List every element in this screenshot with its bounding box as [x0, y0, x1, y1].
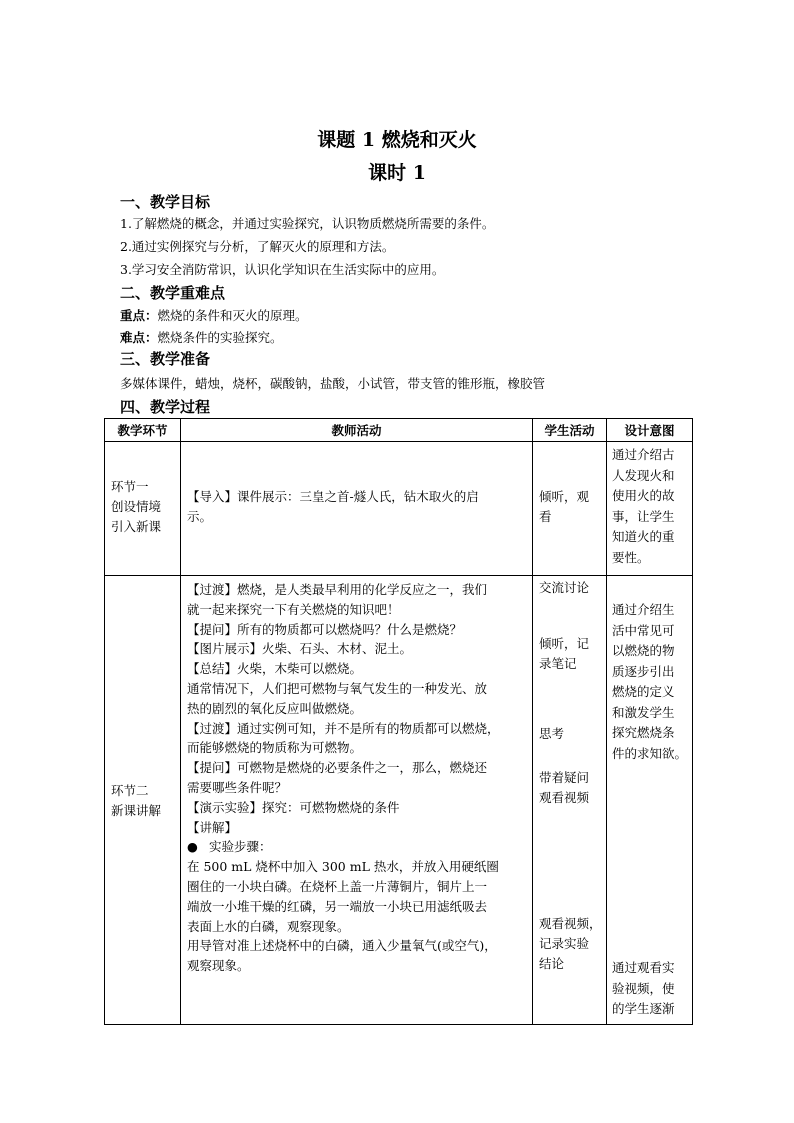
- difficulty-text: 燃烧条件的实验探究。: [157, 330, 283, 345]
- design-part1: [607, 600, 690, 764]
- stage-cell: [105, 576, 181, 1025]
- design-line: 要性。: [612, 549, 650, 565]
- stage-cell: [105, 442, 181, 576]
- teacher-line: 表面上水的白磷，观察现象。: [187, 918, 350, 934]
- teacher-line: 【图片展示】火柴、石头、木材、泥土。: [187, 641, 413, 657]
- design-line: 知道火的重: [612, 529, 675, 544]
- student-cell: [533, 576, 607, 1025]
- student-cell: [533, 442, 607, 576]
- stage-line: 创设情境: [111, 499, 162, 514]
- teacher-line: 【演示实验】探究：可燃物燃烧的条件: [187, 799, 400, 815]
- student-line: 带着疑问: [539, 770, 590, 785]
- student-think: 思考: [539, 726, 565, 741]
- teacher-line: 热的剧烈的氧化反应叫做燃烧。: [187, 700, 363, 716]
- design-line: 事，让学生: [612, 508, 675, 524]
- teacher-line: 【导入】课件展示：三皇之首-燧人氏，钻木取火的启: [187, 489, 479, 504]
- design-line: 通过观看实: [612, 960, 675, 975]
- teacher-line: 通常情况下，人们把可燃物与氧气发生的一种发光、放: [187, 680, 488, 696]
- design-line: 和激发学生: [612, 704, 675, 720]
- design-cell: [607, 442, 693, 576]
- design-line: 活中常见可: [612, 622, 675, 638]
- table-row: [105, 442, 693, 576]
- design-line: 验视频，使: [612, 980, 675, 996]
- teacher-line: 就一起来探究一下有关燃烧的知识吧！: [187, 601, 400, 617]
- process-table: [104, 418, 693, 1025]
- goal-item: 1.了解燃烧的概念，并通过实验探究，认识物质燃烧所需要的条件。: [120, 216, 495, 231]
- prep-text: 多媒体课件，蜡烛，烧杯，碳酸钠，盐酸，小试管，带支管的锥形瓶，橡胶管: [120, 376, 546, 391]
- design-line: 人发现火和: [612, 467, 675, 483]
- teacher-line: 用导管对准上述烧杯中的白磷，通入少量氧气(或空气)，: [187, 938, 497, 954]
- focus-line: [120, 306, 308, 324]
- stage-line: 环节一: [111, 479, 149, 494]
- teacher-line: 在 500 mL 烧杯中加入 300 mL 热水，并放入用硬纸圈: [187, 859, 499, 875]
- lesson-subtitle: 课时 1: [368, 162, 426, 184]
- table-row: [105, 576, 693, 1025]
- student-listen: [539, 634, 589, 674]
- col-header-student: 学生活动: [533, 419, 607, 442]
- teacher-line: 【提问】可燃物是燃烧的必要条件之一，那么，燃烧还: [187, 760, 488, 776]
- focus-text: 燃烧的条件和灭火的原理。: [157, 308, 308, 323]
- teacher-line: [187, 837, 526, 857]
- teacher-line: 【讲解】: [187, 819, 238, 835]
- teacher-cell: [181, 576, 533, 1025]
- teacher-line: 圈住的一小块白磷。在烧杯上盖一片薄铜片，铜片上一: [187, 878, 488, 894]
- lesson-title: 课题 1 燃烧和灭火: [317, 129, 477, 151]
- design-line: 质逐步引出: [612, 663, 675, 679]
- keypoints-heading: 二、教学重难点: [120, 284, 226, 302]
- student-record: [539, 914, 602, 974]
- design-line: 件的求知欲。: [612, 745, 688, 761]
- teacher-line: 【过渡】通过实例可知，并不是所有的物质都可以燃烧，: [187, 720, 500, 736]
- stage-line: 环节二: [111, 783, 149, 798]
- design-line: 通过介绍生: [612, 602, 675, 617]
- bullet-icon: ●: [187, 839, 198, 855]
- teacher-cell: [181, 442, 533, 576]
- student-line: 结论: [539, 956, 565, 971]
- goal-item: 3.学习安全消防常识，认识化学知识在生活实际中的应用。: [120, 262, 445, 277]
- design-line: 的学生逐渐: [612, 1001, 675, 1016]
- difficulty-label: 难点：: [120, 330, 158, 345]
- design-cell: [607, 576, 693, 1025]
- student-watch: [539, 768, 589, 808]
- goals-heading: 一、教学目标: [120, 193, 211, 211]
- stage-line: 新课讲解: [111, 803, 162, 818]
- process-heading: 四、教学过程: [120, 398, 211, 416]
- teacher-line: 示。: [187, 509, 213, 524]
- teacher-line: 【总结】火柴，木柴可以燃烧。: [187, 661, 363, 677]
- prep-heading: 三、教学准备: [120, 350, 211, 368]
- table-header-row: [105, 419, 693, 442]
- design-line: 探究燃烧条: [612, 725, 675, 740]
- student-line: 记录实验: [539, 936, 590, 951]
- student-discuss: 交流讨论: [539, 580, 590, 595]
- teacher-line: 观察现象。: [187, 958, 250, 974]
- student-line: 观看视频，: [539, 916, 602, 931]
- design-line: 以燃烧的物: [612, 643, 675, 658]
- design-line: 燃烧的定义: [612, 684, 675, 699]
- teacher-line-text: 实验步骤：: [209, 839, 272, 855]
- student-line: 观看视频: [539, 790, 590, 805]
- teacher-line: 【过渡】燃烧，是人类最早利用的化学反应之一，我们: [187, 582, 488, 597]
- col-header-stage: 教学环节: [105, 419, 181, 442]
- focus-label: 重点：: [120, 308, 158, 323]
- teacher-line: 端放一小堆干燥的红磷，另一端放一小块已用滤纸吸去: [187, 898, 488, 914]
- stage-line: 引入新课: [111, 519, 162, 534]
- student-line: 看: [539, 509, 552, 524]
- design-part2: [607, 958, 678, 1020]
- teacher-line: 而能够燃烧的物质称为可燃物。: [187, 740, 363, 756]
- teacher-line: 需要哪些条件呢？: [187, 779, 288, 795]
- col-header-teacher: 教师活动: [181, 419, 533, 442]
- student-line: 录笔记: [539, 656, 577, 671]
- goal-item: 2.通过实例探究与分析，了解灭火的原理和方法。: [120, 239, 395, 254]
- teacher-line: 【提问】所有的物质都可以燃烧吗？什么是燃烧？: [187, 621, 463, 637]
- design-line: 使用火的故: [612, 488, 675, 503]
- col-header-design: 设计意图: [607, 419, 693, 442]
- student-line: 倾听，记: [539, 636, 590, 651]
- student-line: 倾听，观: [539, 489, 590, 504]
- difficulty-line: [120, 328, 283, 346]
- design-line: 通过介绍古: [612, 447, 675, 462]
